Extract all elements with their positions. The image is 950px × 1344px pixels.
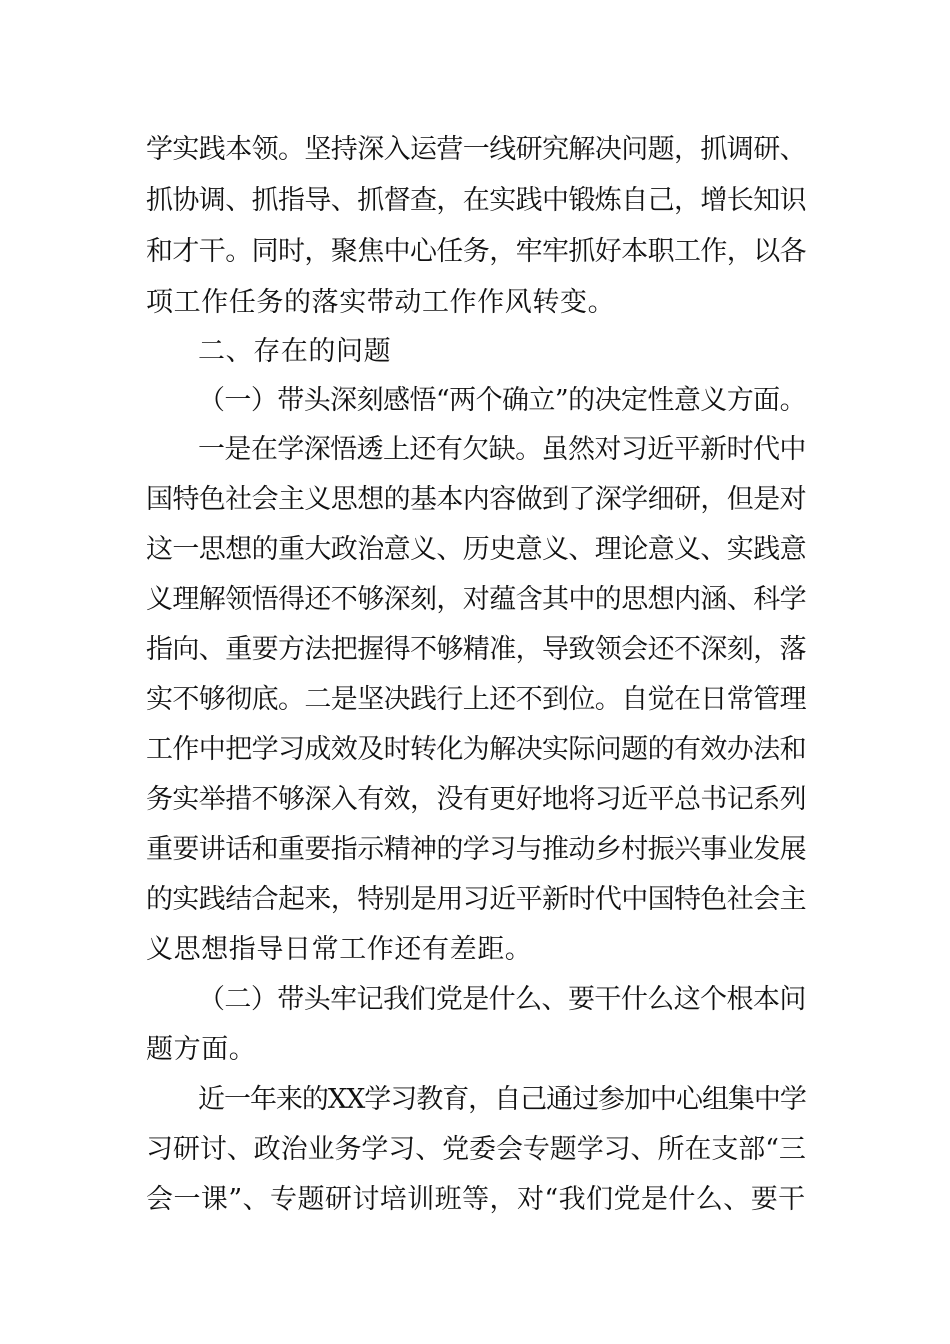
- paragraph-line: 重要讲话和重要指示精神的学习与推动乡村振兴事业发展: [146, 834, 806, 865]
- subsection-heading-continued: 题方面。: [146, 1034, 257, 1065]
- paragraph-line: 的实践结合起来，特别是用习近平新时代中国特色社会主: [146, 884, 806, 915]
- paragraph-line: 学实践本领。坚持深入运营一线研究解决问题，抓调研、: [146, 134, 806, 165]
- paragraph-line: 义理解领悟得还不够深刻，对蕴含其中的思想内涵、科学: [146, 584, 806, 615]
- paragraph-line: 实不够彻底。二是坚决践行上还不到位。自觉在日常管理: [146, 684, 806, 715]
- paragraph-line: 务实举措不够深入有效，没有更好地将习近平总书记系列: [146, 784, 806, 815]
- paragraph-line: 义思想指导日常工作还有差距。: [146, 934, 533, 965]
- paragraph-line: 项工作任务的落实带动工作作风转变。: [146, 287, 616, 318]
- paragraph-line: 习研讨、政治业务学习、党委会专题学习、所在支部“三: [146, 1134, 806, 1165]
- paragraph-line: 会一课”、专题研讨培训班等，对“我们党是什么、要干: [146, 1184, 806, 1215]
- paragraph-line: 这一思想的重大政治意义、历史意义、理论意义、实践意: [146, 534, 806, 565]
- paragraph-line: 一是在学深悟透上还有欠缺。虽然对习近平新时代中: [198, 434, 806, 465]
- paragraph-line: 抓协调、抓指导、抓督查，在实践中锻炼自己，增长知识: [146, 185, 806, 216]
- paragraph-line: 国特色社会主义思想的基本内容做到了深学细研，但是对: [146, 484, 806, 515]
- paragraph-line: 近一年来的XX学习教育，自己通过参加中心组集中学: [198, 1084, 806, 1115]
- paragraph-line: 工作中把学习成效及时转化为解决实际问题的有效办法和: [146, 734, 806, 765]
- section-heading: 二、存在的问题: [198, 336, 392, 367]
- paragraph-line: 和才干。同时，聚焦中心任务，牢牢抓好本职工作，以各: [146, 236, 806, 267]
- subsection-heading: （一）带头深刻感悟“两个确立”的决定性意义方面。: [198, 385, 807, 416]
- subsection-heading: （二）带头牢记我们党是什么、要干什么这个根本问: [198, 984, 806, 1015]
- paragraph-line: 指向、重要方法把握得不够精准，导致领会还不深刻，落: [146, 634, 806, 665]
